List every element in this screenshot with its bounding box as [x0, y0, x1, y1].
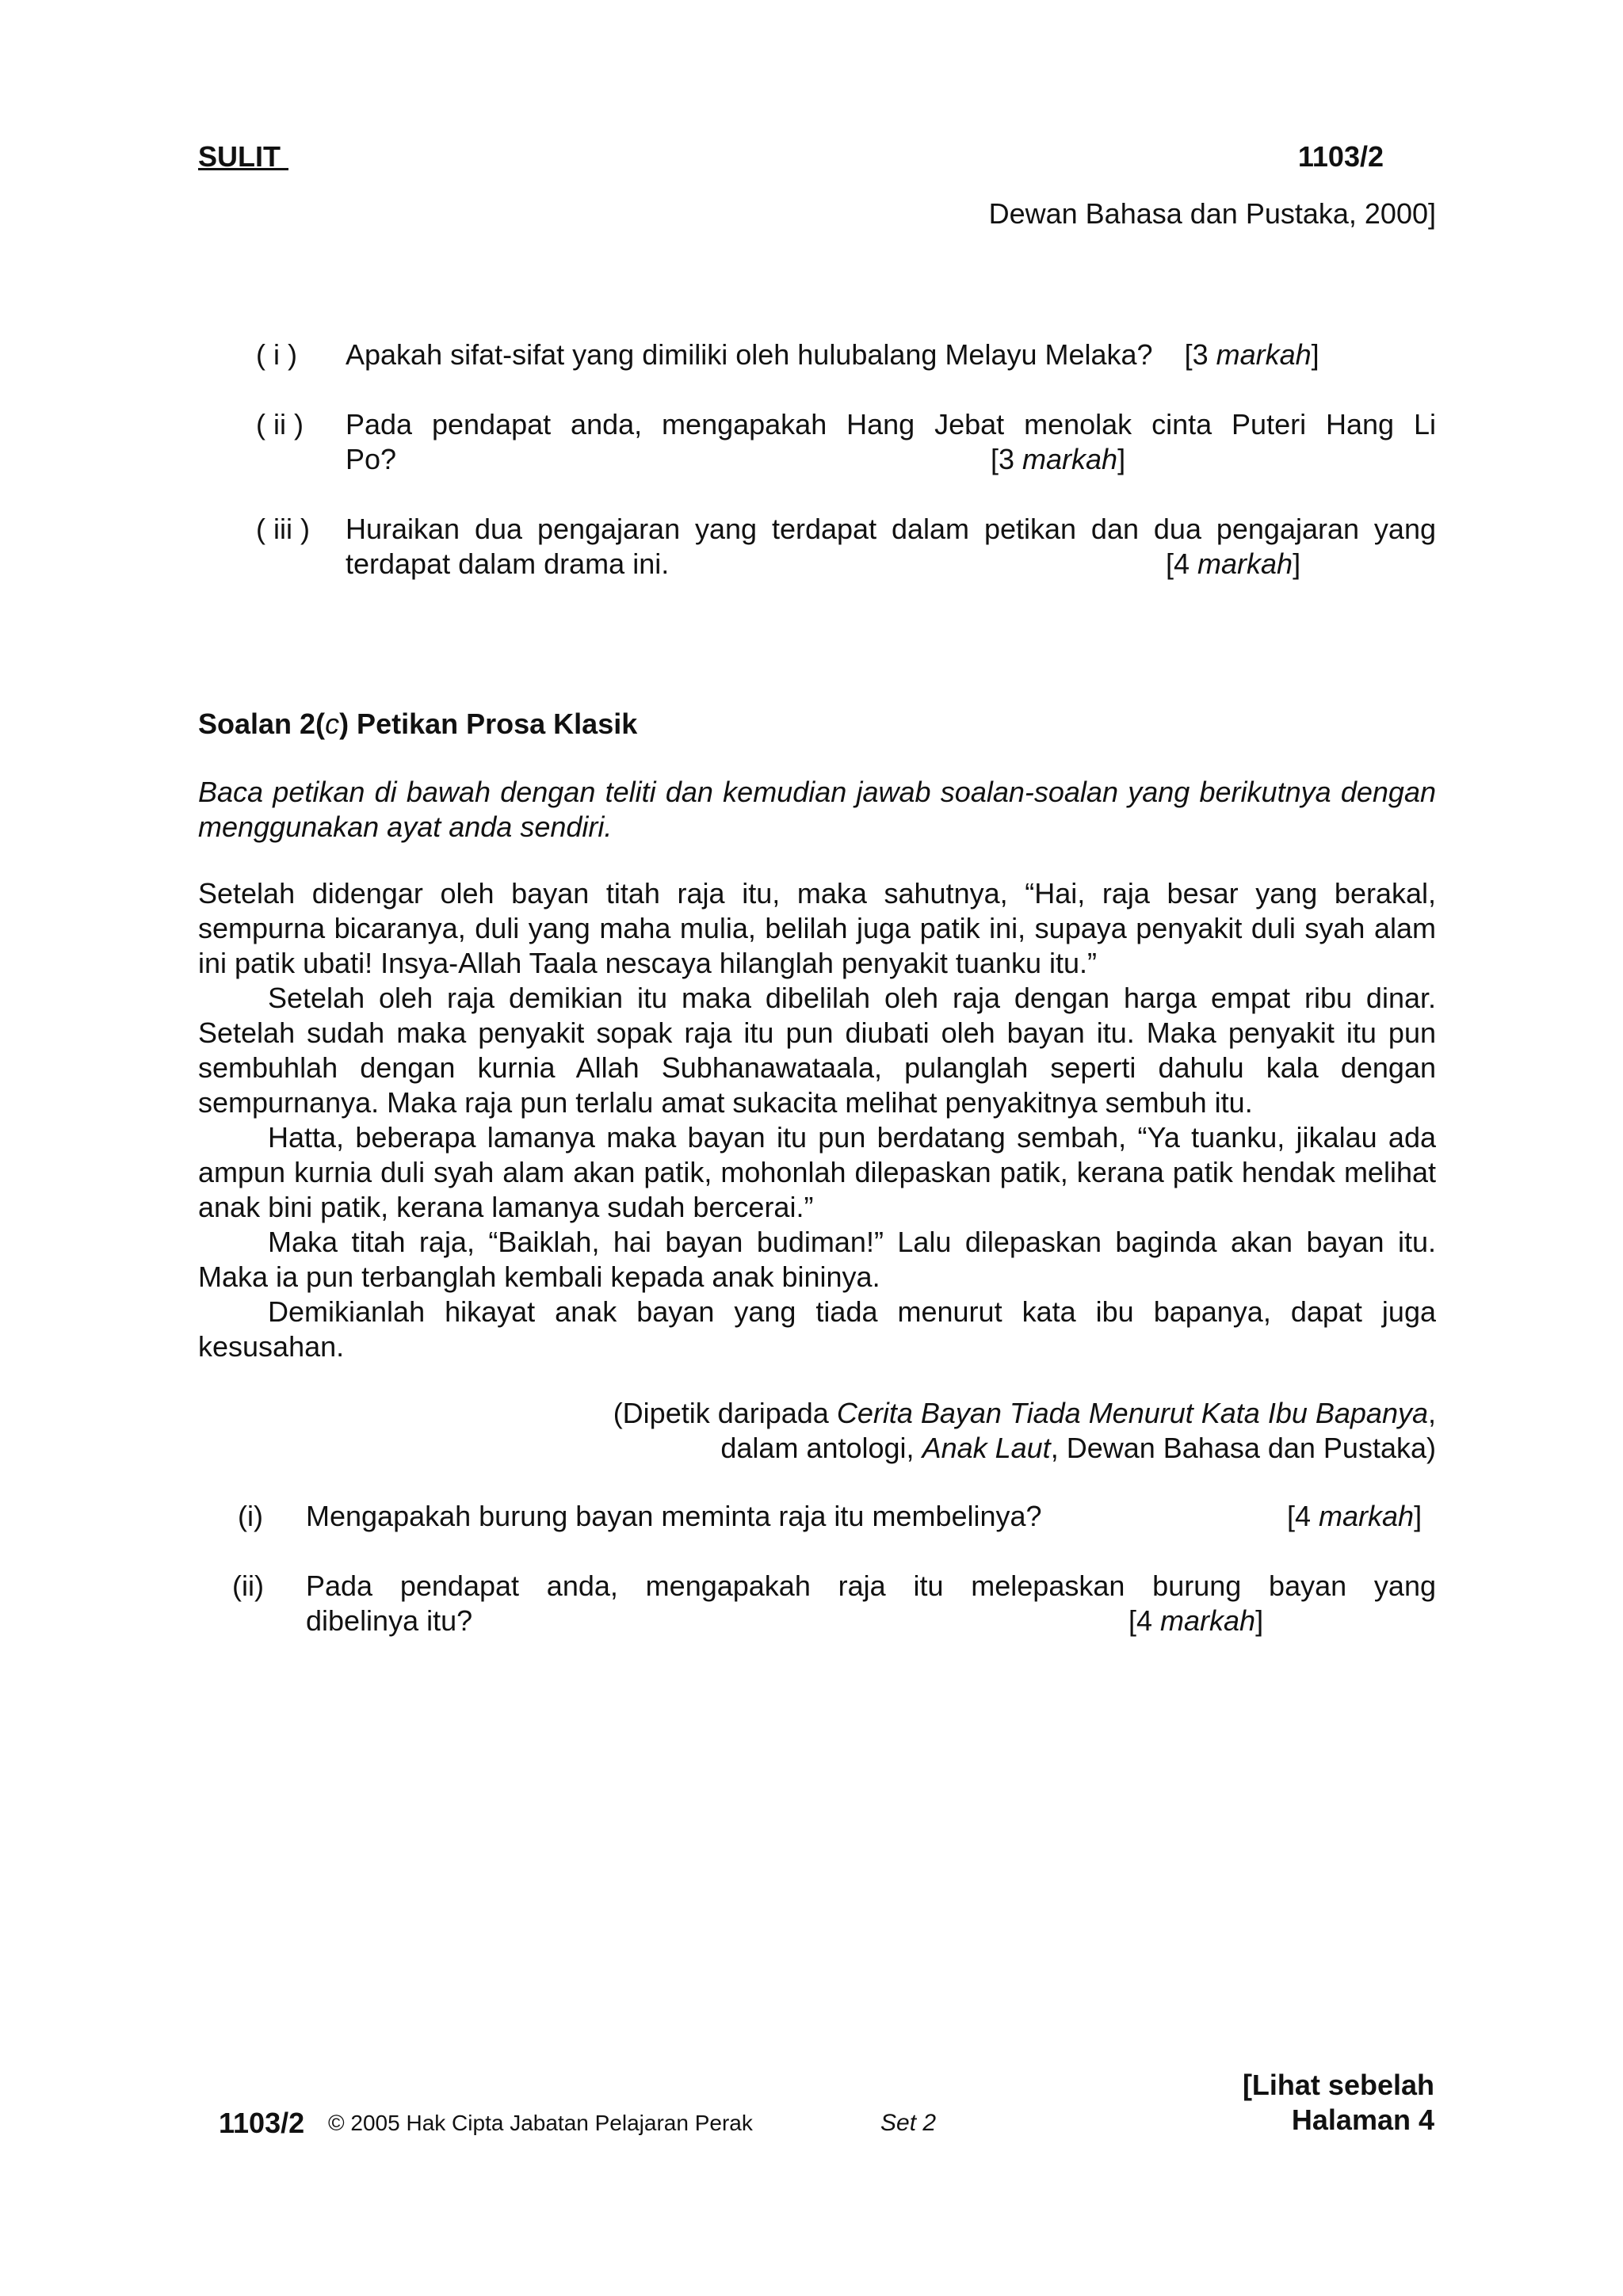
question-marks [1185, 338, 1319, 371]
question-number: (ii) [232, 1569, 264, 1602]
marks-value: [3 [991, 443, 1023, 475]
question-body: Pada pendapat anda, mengapakah raja itu melepaskan burung bayan yang [306, 1569, 1436, 1602]
section-letter: c [325, 707, 340, 740]
question-text-line [346, 512, 1436, 547]
passage-paragraph: Demikianlah hikayat anak bayan yang tiada menurut kata ibu bapanya, dapat juga kesusahan. [198, 1295, 1436, 1363]
marks-value: [4 [1287, 1500, 1319, 1532]
question-body: Huraikan dua pengajaran yang terdapat dalam petikan dan dua pengajaran yang [346, 513, 1436, 545]
marks-bracket: ] [1293, 547, 1301, 580]
passage-paragraph: Setelah oleh raja demikian itu maka dibelilah oleh raja dengan harga empat ribu dinar. Setelah sudah maka penyakit sopak raja itu pun diubati oleh bayan itu. Maka penyakit itu pun sembuhlah dengan kurnia Allah Subhanawataala, pulanglah seperti dahulu kala dengan sempurnanya. Maka raja pun terlalu amat sukacita melihat penyakitnya sembuh itu. [198, 982, 1436, 1119]
marks-value: [4 [1166, 547, 1198, 580]
passage-citation [555, 1396, 1436, 1466]
citation-text: , [1427, 1397, 1436, 1429]
footer-paper-code: 1103/2 [219, 2107, 305, 2139]
question-marks [991, 442, 1125, 477]
marks-word: markah [1319, 1500, 1415, 1532]
citation-title: Cerita Bayan Tiada Menurut Kata Ibu Bapanya [836, 1397, 1428, 1429]
confidential-label: SULIT [198, 140, 288, 173]
marks-value: [3 [1184, 338, 1216, 371]
question-body: Pada pendapat anda, mengapakah Hang Jebat menolak cinta Puteri Hang Li [346, 408, 1436, 441]
marks-bracket: ] [1255, 1604, 1264, 1637]
source-reference: Dewan Bahasa dan Pustaka, 2000] [988, 197, 1436, 230]
citation-line [555, 1431, 1436, 1466]
paper-code: 1103/2 [1297, 140, 1384, 173]
question-number: ( ii ) [256, 408, 304, 441]
question-body: Apakah sifat-sifat yang dimiliki oleh hulubalang Melayu Melaka? [346, 338, 1153, 371]
section-title-part: ) Petikan Prosa Klasik [339, 707, 638, 740]
question-number: ( iii ) [256, 513, 310, 545]
marks-value: [4 [1128, 1604, 1161, 1637]
question-text-line [306, 1569, 1436, 1604]
section-title [198, 707, 637, 742]
citation-text: , Dewan Bahasa dan Pustaka) [1050, 1432, 1436, 1464]
prose-passage [198, 876, 1436, 1364]
page-number: Halaman 4 [1291, 2103, 1434, 2136]
question-text-line: terdapat dalam drama ini. [346, 547, 670, 580]
footer-copyright: © 2005 Hak Cipta Jabatan Pelajaran Perak [328, 2111, 753, 2135]
see-next-note: [Lihat sebelah [1242, 2069, 1434, 2101]
question-number: ( i ) [256, 338, 297, 371]
section-instruction: Baca petikan di bawah dengan teliti dan kemudian jawab soalan-soalan yang berikutnya dengan menggunakan ayat anda sendiri. [198, 776, 1436, 843]
passage-paragraph: Maka titah raja, “Baiklah, hai bayan budiman!” Lalu dilepaskan baginda akan bayan itu. Maka ia pun terbanglah kembali kepada anak bininya. [198, 1226, 1436, 1293]
question-marks [1128, 1604, 1263, 1638]
passage-paragraph: Hatta, beberapa lamanya maka bayan itu pun berdatang sembah, “Ya tuanku, jikalau ada ampun kurnia duli syah alam akan patik, mohonlah dilepaskan patik, kerana patik hendak melihat anak bini patik, kerana lamanya sudah bercerai.” [198, 1121, 1436, 1223]
footer-page-info [1189, 2068, 1434, 2138]
passage-paragraph: Setelah didengar oleh bayan titah raja itu, maka sahutnya, “Hai, raja besar yang berakal, sempurna bicaranya, duli yang maha mulia, belilah juga patik ini, supaya penyakit duli syah alam ini patik ubati! Insya-Allah Taala nescaya hilanglah penyakit tuanku itu.” [198, 877, 1436, 979]
question-text-line: dibelinya itu? [306, 1604, 473, 1637]
marks-bracket: ] [1311, 338, 1319, 371]
section-title-part: Soalan 2( [198, 707, 326, 740]
question-text [346, 338, 1436, 372]
marks-word: markah [1160, 1604, 1256, 1637]
marks-bracket: ] [1117, 443, 1126, 475]
marks-bracket: ] [1414, 1500, 1423, 1532]
footer-set: Set 2 [880, 2110, 937, 2136]
question-number: (i) [238, 1500, 263, 1532]
question-marks [1166, 547, 1300, 582]
citation-text: dalam antologi, [720, 1432, 922, 1464]
citation-title: Anak Laut [922, 1432, 1051, 1464]
question-text-line: Po? [346, 443, 397, 475]
question-text-line [346, 407, 1436, 442]
marks-word: markah [1216, 338, 1312, 371]
marks-word: markah [1022, 443, 1118, 475]
question-text: Mengapakah burung bayan meminta raja itu membelinya? [306, 1500, 1042, 1532]
citation-text: (Dipetik daripada [613, 1397, 837, 1429]
citation-line [555, 1396, 1436, 1431]
marks-word: markah [1197, 547, 1293, 580]
question-marks [1287, 1499, 1422, 1534]
